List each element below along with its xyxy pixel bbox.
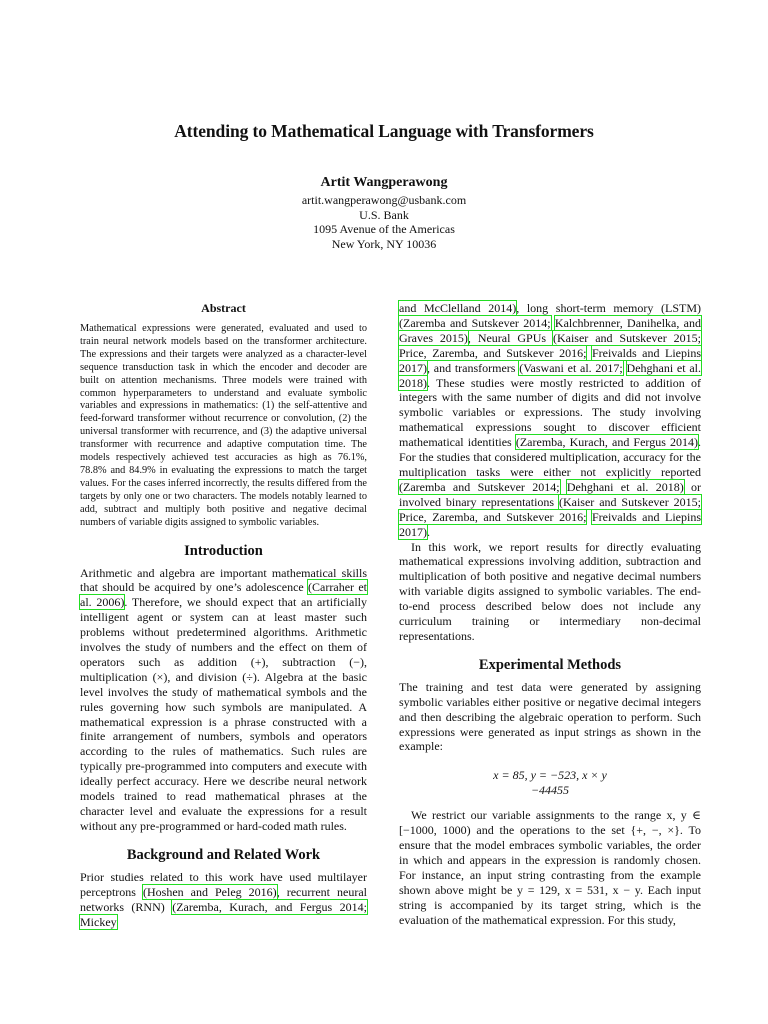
citation-link[interactable]: Freivalds and Liepins 2017) [399, 509, 702, 539]
introduction-heading: Introduction [184, 542, 263, 559]
background-text: , Neural GPUs [467, 330, 553, 345]
abstract-text: Mathematical expressions were generated, evaluated and used to train neural network models based on the transformer architecture. The expressions and their targets were analyzed as a character-level sequence transduction task in which the encoder and decoder are built on attention mechanisms. Three models were trained with common hyperparameters to understand and evaluate symbolic variables and expressions in mathematics: (1) the self-attentive and feed-forward transformer without recurrence or convolution, (2) the universal transformer with recurrence, and (3) the adaptive universal transformer with recurrence and adaptive computation time. The models respectively achieved test accuracies as high as 76.1%, 78.8% and 84.9% in evaluating the expressions to match the target values. For the cases inferred incorrectly, the results differed from the targets by only one or two characters. The models notably learned to add, subtract and multiply both positive and negative decimal numbers of variable digits assigned to symbolic variables. [80, 323, 367, 528]
intro-text-b: . Therefore, we should expect that an artificially intelligent agent or system can at least master such problems without predetermined algorithms. Arithmetic involves the study of numbers and the effect on them of operators such as addition (+), subtraction (−), multiplication (×), and division (÷). Algebra at the basic level involves the study of mathematical symbols and the rules governing how such symbols are manipulated. A mathematical expression is a phrase constructed with a finite arrangement of numbers, symbols and operators according to the rules of mathematics. Such rules are typically pre-programmed into computers and execute with ideally perfect accuracy. Here we describe neural network models trained to read mathematical phrases at the character level and evaluate the expressions for a result without any pre-programmed or hard-coded math rules. [80, 595, 368, 833]
background-text: . These studies were mostly restricted to addition of integers with the same number of digits and did not involve symbolic variables or expressions. The study involving mathematical expressions sought to discover efficient mathematical identities [399, 375, 701, 450]
methods-paragraph-2: We restrict our variable assignments to the range x, y ∈ [−1000, 1000) and the operations to the set {+, −, ×}. To ensure that the model embraces symbolic variables, the order in which and appears in the expression is randomly chosen. For instance, an input string contrasting from the example shown above might be y = 129, x = 531, x − y. Each input string is accompanied by its target string, which is the evaluation of the mathematical expression. For this study, [399, 808, 701, 927]
background-paragraph-continued [399, 301, 701, 540]
citation-link[interactable]: (Zaremba and Sutskever 2014; [399, 315, 551, 330]
background-text: , recurrent neural networks (RNN) [80, 884, 367, 914]
author-org: U.S. Bank [359, 207, 409, 222]
background-text: . [427, 524, 430, 539]
methods-paragraph-1: The training and test data were generated by assigning symbolic variables either positive or negative decimal integers and then describing the algebraic operation to perform. Such expressions were generated as input strings as shown in the example: [399, 679, 701, 754]
abstract-heading: Abstract [201, 301, 246, 315]
citation-link[interactable]: (Kaiser and Sutskever 2015; [552, 330, 702, 345]
background-text: or involved binary representations [399, 479, 702, 509]
author-name: Artit Wangperawong [320, 175, 448, 190]
author-block [0, 173, 768, 251]
citation-link[interactable]: (Hoshen and Peleg 2016) [143, 884, 277, 899]
left-column [80, 300, 367, 929]
citation-link[interactable]: (Carraher et al. 2006) [80, 580, 367, 610]
citation-link[interactable]: (Zaremba, Kurach, and Fergus 2014; [172, 899, 368, 914]
citation-link[interactable]: Dehghani et al. 2018) [399, 360, 701, 390]
citation-link[interactable]: and McClelland 2014) [399, 301, 517, 315]
background-heading: Background and Related Work [126, 846, 321, 863]
methods-heading: Experimental Methods [478, 656, 622, 673]
background-paragraph-start [80, 870, 367, 930]
citation-link[interactable]: (Kaiser and Sutskever 2015; [558, 494, 701, 509]
citation-link[interactable]: (Vaswani et al. 2017; [519, 360, 623, 375]
intro-text-a: Arithmetic and algebra are important mathematical skills that should be acquired by one’s adolescence [80, 565, 367, 595]
example-equation [399, 768, 701, 798]
citation-link[interactable]: Freivalds and Liepins 2017) [399, 345, 702, 375]
equation-input: x = 85, y = −523, x × y [493, 768, 607, 783]
background-text: , and transformers [427, 360, 520, 375]
citation-link[interactable]: Mickey [80, 914, 117, 929]
right-column [399, 301, 701, 928]
introduction-paragraph [80, 566, 367, 834]
background-text: . For the studies that considered multiplication, accuracy for the multiplication tasks were either not explicitly reported [399, 435, 701, 479]
citation-link[interactable]: Dehghani et al. 2018) [566, 479, 684, 494]
citation-link[interactable]: Kalchbrenner, Danihelka, and Graves 2015) [399, 315, 701, 345]
citation-link[interactable]: Price, Zaremba, and Sutskever 2016; [399, 345, 587, 360]
background-text: , long short-term memory (LSTM) [516, 301, 701, 315]
author-email: artit.wangperawong@usbank.com [301, 193, 467, 207]
citation-link[interactable]: Price, Zaremba, and Sutskever 2016; [399, 509, 587, 524]
author-street: 1095 Avenue of the Americas [313, 222, 455, 236]
background-text: Prior studies related to this work have used multilayer perceptrons [80, 869, 367, 899]
citation-link[interactable]: (Zaremba and Sutskever 2014; [399, 479, 560, 494]
equation-target: −44455 [530, 783, 570, 798]
paper-title: Attending to Mathematical Language with Transformers [174, 121, 594, 141]
citation-link[interactable]: (Zaremba, Kurach, and Fergus 2014) [515, 435, 698, 450]
author-city: New York, NY 10036 [331, 236, 437, 251]
background-paragraph-2: In this work, we report results for directly evaluating mathematical expressions involving addition, subtraction and multiplication of both positive and negative decimal numbers with variable digits assigned to symbolic variables. The end-to-end process described below does not include any curriculum training or intermediary non-decimal representations. [399, 539, 701, 643]
